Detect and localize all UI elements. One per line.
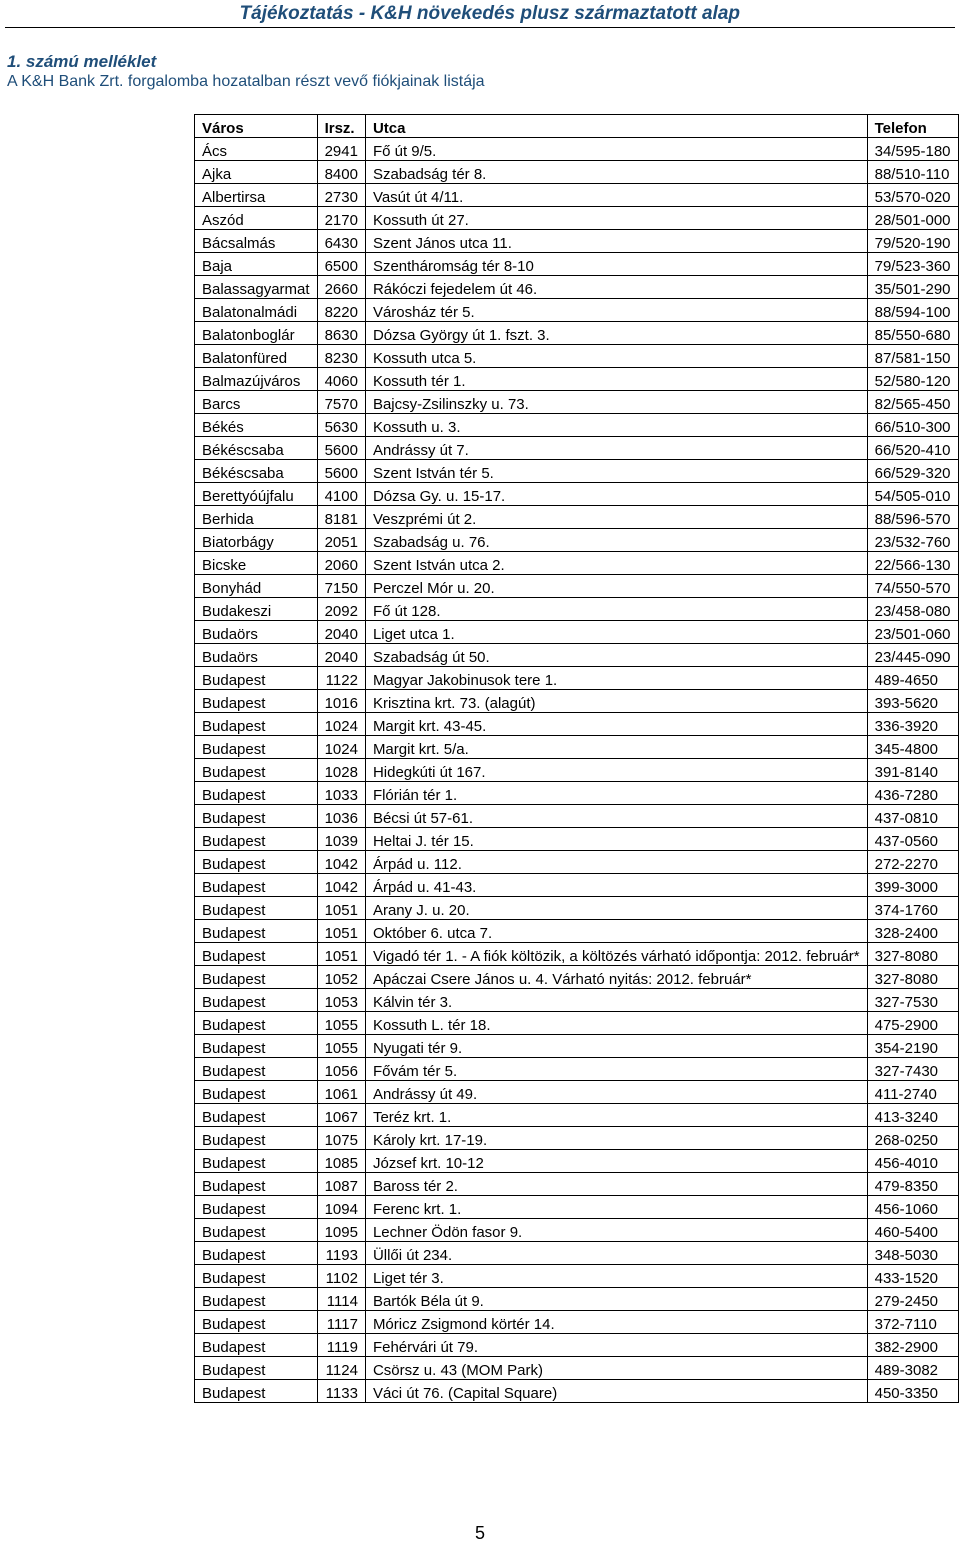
cell-city: Budapest bbox=[195, 1357, 318, 1380]
cell-zip: 1102 bbox=[317, 1265, 365, 1288]
cell-city: Budapest bbox=[195, 1173, 318, 1196]
cell-phone: 272-2270 bbox=[867, 851, 958, 874]
branch-table bbox=[194, 114, 959, 1403]
table-row bbox=[195, 1035, 959, 1058]
table-row bbox=[195, 1265, 959, 1288]
table-row bbox=[195, 1081, 959, 1104]
cell-street: Hidegkúti út 167. bbox=[365, 759, 867, 782]
table-row bbox=[195, 966, 959, 989]
cell-phone: 74/550-570 bbox=[867, 575, 958, 598]
cell-street: Bartók Béla út 9. bbox=[365, 1288, 867, 1311]
cell-phone: 393-5620 bbox=[867, 690, 958, 713]
cell-phone: 372-7110 bbox=[867, 1311, 958, 1334]
cell-street: Szabadság tér 8. bbox=[365, 161, 867, 184]
cell-phone: 374-1760 bbox=[867, 897, 958, 920]
document-header-title: Tájékoztatás - K&H növekedés plusz származtatott alap bbox=[239, 3, 740, 24]
cell-phone: 328-2400 bbox=[867, 920, 958, 943]
table-row bbox=[195, 1380, 959, 1403]
cell-street: Nyugati tér 9. bbox=[365, 1035, 867, 1058]
cell-phone: 456-1060 bbox=[867, 1196, 958, 1219]
cell-phone: 88/596-570 bbox=[867, 506, 958, 529]
cell-phone: 66/529-320 bbox=[867, 460, 958, 483]
table-row bbox=[195, 736, 959, 759]
cell-street: Váci út 76. (Capital Square) bbox=[365, 1380, 867, 1403]
cell-street: Szent István tér 5. bbox=[365, 460, 867, 483]
cell-zip: 4060 bbox=[317, 368, 365, 391]
cell-city: Balassagyarmat bbox=[195, 276, 318, 299]
cell-city: Budaörs bbox=[195, 644, 318, 667]
cell-zip: 2092 bbox=[317, 598, 365, 621]
cell-zip: 1119 bbox=[317, 1334, 365, 1357]
cell-city: Budapest bbox=[195, 759, 318, 782]
table-row bbox=[195, 184, 959, 207]
table-row bbox=[195, 920, 959, 943]
table-row bbox=[195, 322, 959, 345]
annex-subtitle: A K&H Bank Zrt. forgalomba hozatalban részt vevő fiókjainak listája bbox=[7, 73, 485, 90]
cell-phone: 23/458-080 bbox=[867, 598, 958, 621]
cell-street: Dózsa Gy. u. 15-17. bbox=[365, 483, 867, 506]
table-row bbox=[195, 1242, 959, 1265]
cell-zip: 4100 bbox=[317, 483, 365, 506]
cell-street: Krisztina krt. 73. (alagút) bbox=[365, 690, 867, 713]
cell-street: Kossuth tér 1. bbox=[365, 368, 867, 391]
cell-street: Liget utca 1. bbox=[365, 621, 867, 644]
cell-zip: 1042 bbox=[317, 851, 365, 874]
cell-city: Berettyóújfalu bbox=[195, 483, 318, 506]
table-row bbox=[195, 667, 959, 690]
cell-city: Békés bbox=[195, 414, 318, 437]
cell-city: Budapest bbox=[195, 828, 318, 851]
cell-city: Budapest bbox=[195, 1035, 318, 1058]
cell-zip: 2040 bbox=[317, 644, 365, 667]
cell-city: Baja bbox=[195, 253, 318, 276]
table-row bbox=[195, 1058, 959, 1081]
cell-city: Budapest bbox=[195, 966, 318, 989]
cell-zip: 8230 bbox=[317, 345, 365, 368]
cell-city: Berhida bbox=[195, 506, 318, 529]
cell-zip: 6430 bbox=[317, 230, 365, 253]
cell-phone: 413-3240 bbox=[867, 1104, 958, 1127]
cell-zip: 2730 bbox=[317, 184, 365, 207]
cell-phone: 53/570-020 bbox=[867, 184, 958, 207]
cell-zip: 1193 bbox=[317, 1242, 365, 1265]
cell-city: Budapest bbox=[195, 1380, 318, 1403]
table-body bbox=[195, 138, 959, 1403]
cell-zip: 1075 bbox=[317, 1127, 365, 1150]
cell-city: Budapest bbox=[195, 1288, 318, 1311]
cell-street: Október 6. utca 7. bbox=[365, 920, 867, 943]
cell-street: Kossuth L. tér 18. bbox=[365, 1012, 867, 1035]
cell-phone: 28/501-000 bbox=[867, 207, 958, 230]
cell-city: Bicske bbox=[195, 552, 318, 575]
cell-city: Budapest bbox=[195, 736, 318, 759]
table-row bbox=[195, 161, 959, 184]
cell-phone: 23/532-760 bbox=[867, 529, 958, 552]
cell-street: Perczel Mór u. 20. bbox=[365, 575, 867, 598]
cell-zip: 1024 bbox=[317, 736, 365, 759]
cell-street: Városház tér 5. bbox=[365, 299, 867, 322]
cell-phone: 82/565-450 bbox=[867, 391, 958, 414]
column-header-city: Város bbox=[195, 115, 318, 138]
cell-city: Biatorbágy bbox=[195, 529, 318, 552]
cell-zip: 7570 bbox=[317, 391, 365, 414]
cell-phone: 327-7530 bbox=[867, 989, 958, 1012]
cell-street: Vigadó tér 1. - A fiók költözik, a költözés várható időpontja: 2012. február* bbox=[365, 943, 867, 966]
table-row bbox=[195, 1357, 959, 1380]
table-row bbox=[195, 460, 959, 483]
cell-zip: 1028 bbox=[317, 759, 365, 782]
table-row bbox=[195, 299, 959, 322]
cell-phone: 279-2450 bbox=[867, 1288, 958, 1311]
cell-phone: 382-2900 bbox=[867, 1334, 958, 1357]
cell-city: Budapest bbox=[195, 782, 318, 805]
cell-street: Árpád u. 41-43. bbox=[365, 874, 867, 897]
cell-zip: 5630 bbox=[317, 414, 365, 437]
cell-city: Budapest bbox=[195, 1196, 318, 1219]
cell-phone: 66/520-410 bbox=[867, 437, 958, 460]
cell-phone: 437-0810 bbox=[867, 805, 958, 828]
cell-street: Heltai J. tér 15. bbox=[365, 828, 867, 851]
cell-city: Budapest bbox=[195, 943, 318, 966]
table-row bbox=[195, 1104, 959, 1127]
cell-phone: 489-3082 bbox=[867, 1357, 958, 1380]
cell-phone: 475-2900 bbox=[867, 1012, 958, 1035]
cell-city: Budapest bbox=[195, 1311, 318, 1334]
cell-city: Budapest bbox=[195, 1012, 318, 1035]
cell-city: Balatonboglár bbox=[195, 322, 318, 345]
cell-city: Bonyhád bbox=[195, 575, 318, 598]
cell-street: Csörsz u. 43 (MOM Park) bbox=[365, 1357, 867, 1380]
cell-zip: 1033 bbox=[317, 782, 365, 805]
cell-zip: 5600 bbox=[317, 460, 365, 483]
cell-zip: 1051 bbox=[317, 897, 365, 920]
table-row bbox=[195, 1173, 959, 1196]
cell-zip: 1087 bbox=[317, 1173, 365, 1196]
cell-city: Budapest bbox=[195, 1219, 318, 1242]
cell-street: Kossuth u. 3. bbox=[365, 414, 867, 437]
table-header-row bbox=[195, 115, 959, 138]
column-header-zip: Irsz. bbox=[317, 115, 365, 138]
cell-phone: 327-7430 bbox=[867, 1058, 958, 1081]
cell-city: Budapest bbox=[195, 1081, 318, 1104]
table-row bbox=[195, 943, 959, 966]
cell-street: Bécsi út 57-61. bbox=[365, 805, 867, 828]
cell-phone: 85/550-680 bbox=[867, 322, 958, 345]
cell-street: Károly krt. 17-19. bbox=[365, 1127, 867, 1150]
table-row bbox=[195, 621, 959, 644]
table-row bbox=[195, 1196, 959, 1219]
cell-phone: 52/580-120 bbox=[867, 368, 958, 391]
cell-phone: 354-2190 bbox=[867, 1035, 958, 1058]
table-row bbox=[195, 575, 959, 598]
cell-street: Apáczai Csere János u. 4. Várható nyitás: 2012. február* bbox=[365, 966, 867, 989]
cell-phone: 87/581-150 bbox=[867, 345, 958, 368]
table-row bbox=[195, 644, 959, 667]
cell-street: Magyar Jakobinusok tere 1. bbox=[365, 667, 867, 690]
cell-phone: 479-8350 bbox=[867, 1173, 958, 1196]
cell-street: Fő út 9/5. bbox=[365, 138, 867, 161]
table-row bbox=[195, 828, 959, 851]
cell-zip: 1024 bbox=[317, 713, 365, 736]
cell-street: Baross tér 2. bbox=[365, 1173, 867, 1196]
cell-phone: 34/595-180 bbox=[867, 138, 958, 161]
cell-city: Budapest bbox=[195, 667, 318, 690]
table-row bbox=[195, 529, 959, 552]
cell-phone: 411-2740 bbox=[867, 1081, 958, 1104]
cell-zip: 1016 bbox=[317, 690, 365, 713]
table-row bbox=[195, 552, 959, 575]
cell-phone: 327-8080 bbox=[867, 966, 958, 989]
table-row bbox=[195, 391, 959, 414]
cell-street: Veszprémi út 2. bbox=[365, 506, 867, 529]
cell-zip: 8630 bbox=[317, 322, 365, 345]
cell-phone: 35/501-290 bbox=[867, 276, 958, 299]
cell-zip: 6500 bbox=[317, 253, 365, 276]
cell-zip: 1052 bbox=[317, 966, 365, 989]
cell-street: Margit krt. 43-45. bbox=[365, 713, 867, 736]
cell-zip: 1055 bbox=[317, 1035, 365, 1058]
column-header-street: Utca bbox=[365, 115, 867, 138]
table-row bbox=[195, 805, 959, 828]
cell-phone: 23/445-090 bbox=[867, 644, 958, 667]
cell-phone: 22/566-130 bbox=[867, 552, 958, 575]
cell-city: Budapest bbox=[195, 1127, 318, 1150]
cell-city: Balmazújváros bbox=[195, 368, 318, 391]
table-row bbox=[195, 1012, 959, 1035]
cell-city: Budapest bbox=[195, 1334, 318, 1357]
cell-street: József krt. 10-12 bbox=[365, 1150, 867, 1173]
cell-zip: 1117 bbox=[317, 1311, 365, 1334]
cell-city: Budapest bbox=[195, 1150, 318, 1173]
table-row bbox=[195, 1150, 959, 1173]
cell-phone: 345-4800 bbox=[867, 736, 958, 759]
table-row bbox=[195, 713, 959, 736]
cell-phone: 433-1520 bbox=[867, 1265, 958, 1288]
table-row bbox=[195, 851, 959, 874]
cell-phone: 23/501-060 bbox=[867, 621, 958, 644]
cell-zip: 1085 bbox=[317, 1150, 365, 1173]
cell-phone: 66/510-300 bbox=[867, 414, 958, 437]
table-row bbox=[195, 690, 959, 713]
cell-street: Fő út 128. bbox=[365, 598, 867, 621]
cell-street: Rákóczi fejedelem út 46. bbox=[365, 276, 867, 299]
table-row bbox=[195, 483, 959, 506]
cell-street: Kossuth út 27. bbox=[365, 207, 867, 230]
table-row bbox=[195, 598, 959, 621]
cell-zip: 1056 bbox=[317, 1058, 365, 1081]
header-divider bbox=[5, 27, 955, 28]
cell-street: Kossuth utca 5. bbox=[365, 345, 867, 368]
cell-city: Budapest bbox=[195, 805, 318, 828]
cell-city: Bácsalmás bbox=[195, 230, 318, 253]
cell-phone: 436-7280 bbox=[867, 782, 958, 805]
annex-title: 1. számú melléklet bbox=[7, 52, 157, 71]
table-row bbox=[195, 138, 959, 161]
cell-zip: 8181 bbox=[317, 506, 365, 529]
cell-zip: 1051 bbox=[317, 920, 365, 943]
table-row bbox=[195, 759, 959, 782]
cell-city: Budapest bbox=[195, 874, 318, 897]
cell-city: Budapest bbox=[195, 1265, 318, 1288]
cell-city: Budapest bbox=[195, 851, 318, 874]
table-row bbox=[195, 230, 959, 253]
cell-city: Budapest bbox=[195, 1104, 318, 1127]
cell-city: Budapest bbox=[195, 690, 318, 713]
cell-street: Üllői út 234. bbox=[365, 1242, 867, 1265]
cell-street: Andrássy út 7. bbox=[365, 437, 867, 460]
cell-zip: 2040 bbox=[317, 621, 365, 644]
cell-phone: 460-5400 bbox=[867, 1219, 958, 1242]
cell-city: Albertirsa bbox=[195, 184, 318, 207]
column-header-phone: Telefon bbox=[867, 115, 958, 138]
page-number: 5 bbox=[474, 1523, 485, 1543]
cell-phone: 79/523-360 bbox=[867, 253, 958, 276]
cell-city: Aszód bbox=[195, 207, 318, 230]
cell-phone: 391-8140 bbox=[867, 759, 958, 782]
table-row bbox=[195, 1288, 959, 1311]
cell-city: Békéscsaba bbox=[195, 437, 318, 460]
cell-city: Budaörs bbox=[195, 621, 318, 644]
cell-phone: 399-3000 bbox=[867, 874, 958, 897]
cell-zip: 1094 bbox=[317, 1196, 365, 1219]
cell-zip: 1122 bbox=[317, 667, 365, 690]
cell-city: Békéscsaba bbox=[195, 460, 318, 483]
cell-street: Szent István utca 2. bbox=[365, 552, 867, 575]
cell-phone: 437-0560 bbox=[867, 828, 958, 851]
cell-zip: 1095 bbox=[317, 1219, 365, 1242]
table-row bbox=[195, 1311, 959, 1334]
cell-city: Budapest bbox=[195, 713, 318, 736]
cell-zip: 1133 bbox=[317, 1380, 365, 1403]
cell-street: Liget tér 3. bbox=[365, 1265, 867, 1288]
table-row bbox=[195, 414, 959, 437]
table-row bbox=[195, 897, 959, 920]
cell-street: Szabadság u. 76. bbox=[365, 529, 867, 552]
table-row bbox=[195, 345, 959, 368]
cell-city: Budapest bbox=[195, 897, 318, 920]
cell-phone: 456-4010 bbox=[867, 1150, 958, 1173]
cell-phone: 79/520-190 bbox=[867, 230, 958, 253]
cell-phone: 268-0250 bbox=[867, 1127, 958, 1150]
cell-city: Ajka bbox=[195, 161, 318, 184]
cell-city: Ács bbox=[195, 138, 318, 161]
cell-street: Fővám tér 5. bbox=[365, 1058, 867, 1081]
cell-phone: 348-5030 bbox=[867, 1242, 958, 1265]
cell-zip: 2170 bbox=[317, 207, 365, 230]
cell-phone: 489-4650 bbox=[867, 667, 958, 690]
cell-zip: 7150 bbox=[317, 575, 365, 598]
cell-city: Budapest bbox=[195, 920, 318, 943]
cell-city: Budakeszi bbox=[195, 598, 318, 621]
table-row bbox=[195, 207, 959, 230]
cell-zip: 1124 bbox=[317, 1357, 365, 1380]
cell-zip: 2060 bbox=[317, 552, 365, 575]
cell-zip: 1036 bbox=[317, 805, 365, 828]
cell-street: Móricz Zsigmond körtér 14. bbox=[365, 1311, 867, 1334]
cell-street: Arany J. u. 20. bbox=[365, 897, 867, 920]
cell-phone: 88/594-100 bbox=[867, 299, 958, 322]
cell-zip: 1051 bbox=[317, 943, 365, 966]
table-row bbox=[195, 437, 959, 460]
table-row bbox=[195, 368, 959, 391]
cell-zip: 1055 bbox=[317, 1012, 365, 1035]
cell-street: Lechner Ödön fasor 9. bbox=[365, 1219, 867, 1242]
cell-phone: 327-8080 bbox=[867, 943, 958, 966]
cell-street: Kálvin tér 3. bbox=[365, 989, 867, 1012]
cell-zip: 2051 bbox=[317, 529, 365, 552]
cell-street: Dózsa György út 1. fszt. 3. bbox=[365, 322, 867, 345]
cell-street: Margit krt. 5/a. bbox=[365, 736, 867, 759]
cell-phone: 450-3350 bbox=[867, 1380, 958, 1403]
cell-city: Balatonfüred bbox=[195, 345, 318, 368]
cell-zip: 1039 bbox=[317, 828, 365, 851]
cell-zip: 5600 bbox=[317, 437, 365, 460]
table-row bbox=[195, 1127, 959, 1150]
cell-street: Árpád u. 112. bbox=[365, 851, 867, 874]
cell-street: Vasút út 4/11. bbox=[365, 184, 867, 207]
cell-city: Budapest bbox=[195, 1058, 318, 1081]
cell-street: Szentháromság tér 8-10 bbox=[365, 253, 867, 276]
table-row bbox=[195, 874, 959, 897]
table-row bbox=[195, 1219, 959, 1242]
cell-zip: 1061 bbox=[317, 1081, 365, 1104]
cell-phone: 88/510-110 bbox=[867, 161, 958, 184]
cell-zip: 1042 bbox=[317, 874, 365, 897]
cell-phone: 336-3920 bbox=[867, 713, 958, 736]
cell-zip: 8220 bbox=[317, 299, 365, 322]
cell-zip: 2941 bbox=[317, 138, 365, 161]
cell-city: Balatonalmádi bbox=[195, 299, 318, 322]
table-row bbox=[195, 989, 959, 1012]
cell-zip: 8400 bbox=[317, 161, 365, 184]
cell-street: Szabadság út 50. bbox=[365, 644, 867, 667]
cell-city: Budapest bbox=[195, 1242, 318, 1265]
cell-street: Flórián tér 1. bbox=[365, 782, 867, 805]
table-row bbox=[195, 1334, 959, 1357]
cell-street: Andrássy út 49. bbox=[365, 1081, 867, 1104]
cell-zip: 1067 bbox=[317, 1104, 365, 1127]
cell-city: Barcs bbox=[195, 391, 318, 414]
cell-street: Ferenc krt. 1. bbox=[365, 1196, 867, 1219]
table-row bbox=[195, 782, 959, 805]
cell-zip: 1053 bbox=[317, 989, 365, 1012]
cell-zip: 1114 bbox=[317, 1288, 365, 1311]
cell-street: Szent János utca 11. bbox=[365, 230, 867, 253]
cell-street: Teréz krt. 1. bbox=[365, 1104, 867, 1127]
table-row bbox=[195, 506, 959, 529]
cell-street: Fehérvári út 79. bbox=[365, 1334, 867, 1357]
table-row bbox=[195, 253, 959, 276]
cell-zip: 2660 bbox=[317, 276, 365, 299]
cell-city: Budapest bbox=[195, 989, 318, 1012]
table-row bbox=[195, 276, 959, 299]
cell-phone: 54/505-010 bbox=[867, 483, 958, 506]
cell-street: Bajcsy-Zsilinszky u. 73. bbox=[365, 391, 867, 414]
